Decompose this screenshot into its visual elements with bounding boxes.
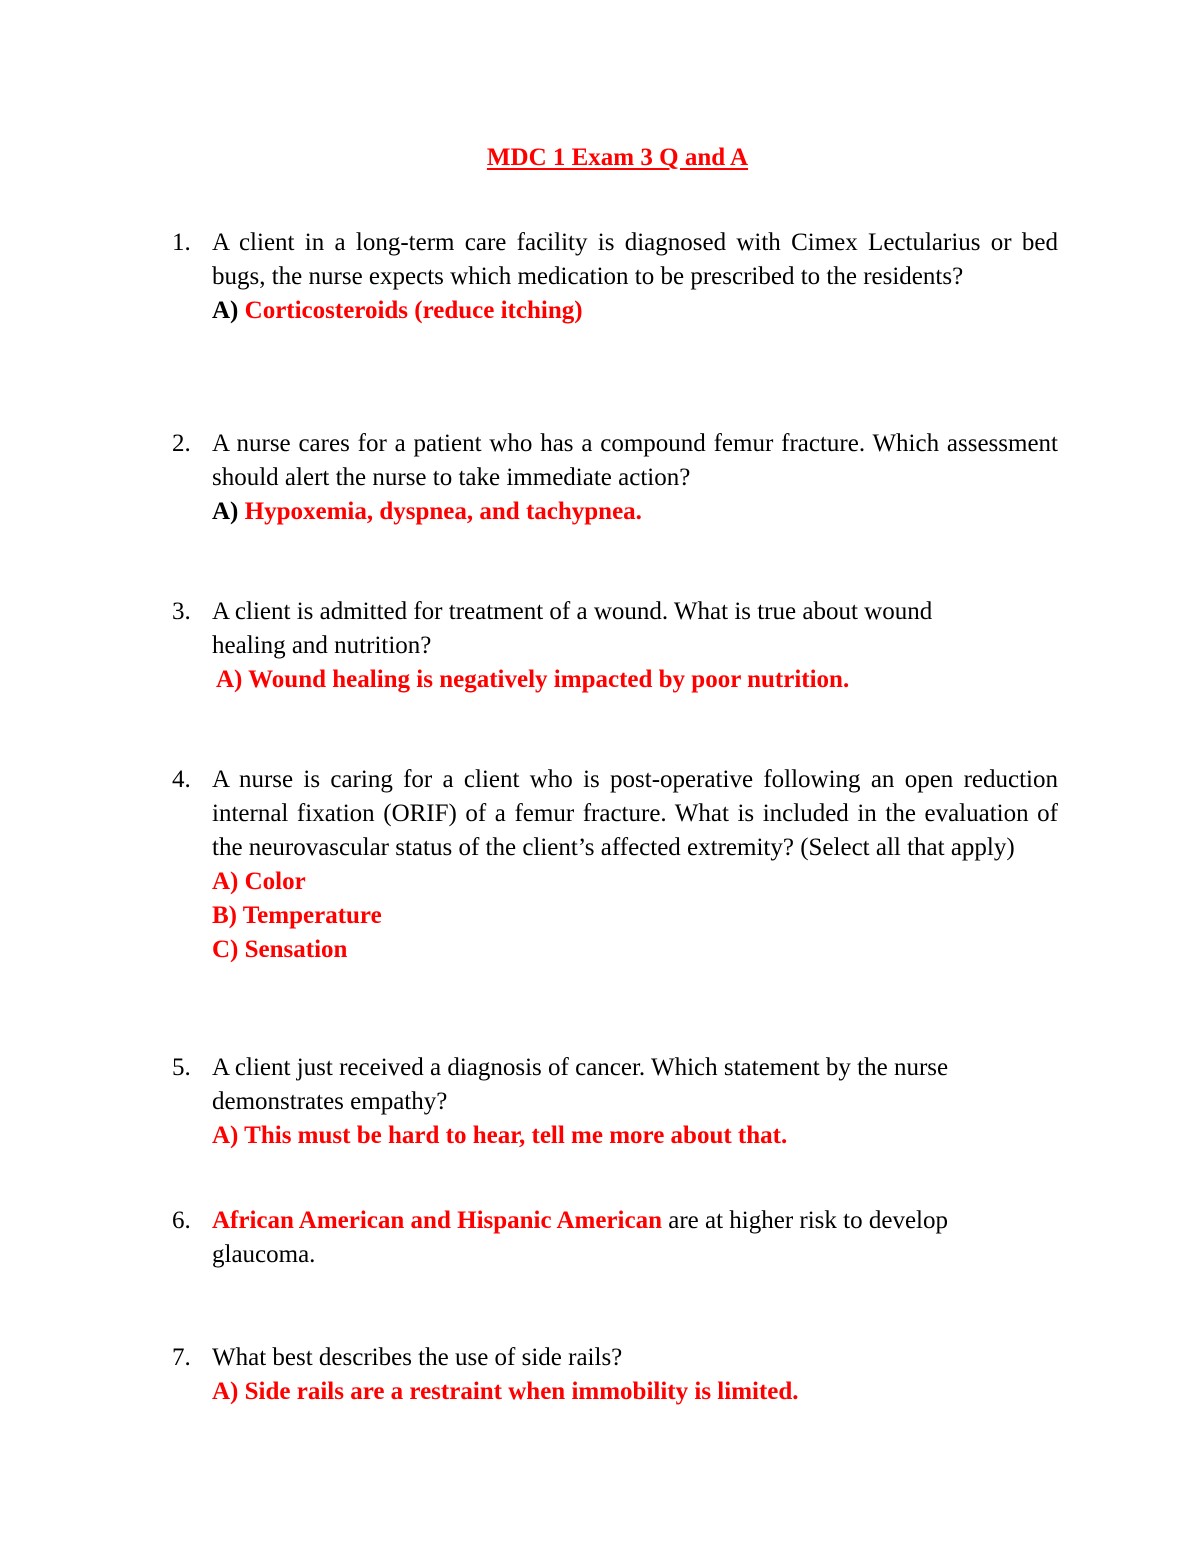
question-number: 2. bbox=[172, 430, 191, 457]
question-number: 1. bbox=[172, 229, 191, 256]
question-text: A nurse is caring for a client who is post-operative following an open reduction internal fixation (ORIF) of a femur fracture. What is included in the evaluation of the neurovascular status of the client’s affected extremity? (Select all that apply) bbox=[212, 766, 1058, 861]
highlighted-answer: African American and Hispanic American bbox=[212, 1207, 662, 1234]
question-number: 3. bbox=[172, 598, 191, 625]
question-text bbox=[212, 1204, 1032, 1272]
answer-option: A) Color bbox=[212, 868, 306, 895]
answer bbox=[212, 294, 1058, 328]
answer bbox=[212, 495, 1058, 529]
answer-text: Hypoxemia, dyspnea, and tachypnea. bbox=[244, 498, 642, 525]
page-title: MDC 1 Exam 3 Q and A bbox=[486, 144, 749, 171]
question-number: 7. bbox=[172, 1344, 191, 1371]
statement-text: are at higher risk to develop glaucoma. bbox=[212, 1207, 948, 1268]
question-text: A client in a long-term care facility is diagnosed with Cimex Lectularius or bed bugs, the nurse expects which medication to be prescribed to the residents? bbox=[212, 229, 1058, 290]
question-number: 5. bbox=[172, 1054, 191, 1081]
answer-option: C) Sensation bbox=[212, 936, 348, 963]
answer: A) Wound healing is negatively impacted by poor nutrition. bbox=[216, 666, 850, 693]
answer-option: B) Temperature bbox=[212, 902, 382, 929]
answer-label: A) bbox=[212, 498, 239, 525]
question-text: A nurse cares for a patient who has a compound femur fracture. Which assessment should alert the nurse to take immediate action? bbox=[212, 430, 1058, 491]
question-text: A client is admitted for treatment of a wound. What is true about wound healing and nutrition? bbox=[212, 598, 933, 659]
question-text: A client just received a diagnosis of cancer. Which statement by the nurse demonstrates empathy? bbox=[212, 1054, 949, 1115]
question-text: What best describes the use of side rails? bbox=[212, 1344, 623, 1371]
question-number: 4. bbox=[172, 766, 191, 793]
answer: A) This must be hard to hear, tell me more about that. bbox=[212, 1122, 788, 1149]
question-number: 6. bbox=[172, 1207, 191, 1234]
answer-text: Corticosteroids (reduce itching) bbox=[244, 297, 583, 324]
answer: A) Side rails are a restraint when immobility is limited. bbox=[212, 1378, 799, 1405]
answer-label: A) bbox=[212, 297, 239, 324]
